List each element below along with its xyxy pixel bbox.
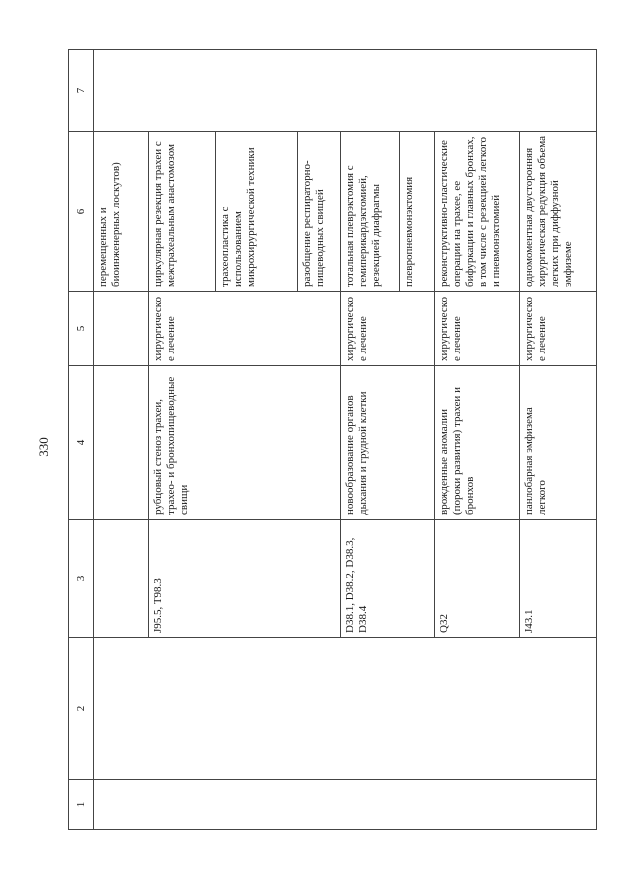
column-header-2: 2 [69, 638, 94, 780]
table-row [94, 50, 149, 830]
cell-icd-code: J95.5, T98.3 [149, 520, 341, 638]
cell-method: одномоментная двусторонняя хирургическая редукция объема легких при диффузной эмфиземе [520, 132, 597, 292]
cell-diagnosis: новообразование органов дыхания и грудной клетки [341, 366, 435, 520]
cell-method: реконструктивно-пластические операции на трахее, ее бифуркации и главных бронхах, в том числе с резекцией легкого и пневмонэктомией [435, 132, 520, 292]
column-header-4: 4 [69, 366, 94, 520]
cell-col1 [94, 780, 597, 830]
cell-icd-code [94, 520, 149, 638]
cell-treatment-type: хирургическое лечение [520, 292, 597, 366]
column-header-3: 3 [69, 520, 94, 638]
page-number: 330 [36, 437, 51, 457]
cell-method: тотальная плеврэктомия с гемиперикардэктомией, резекцией диафрагмы [341, 132, 400, 292]
cell-icd-code: Q32 [435, 520, 520, 638]
cell-treatment-type: хирургическое лечение [341, 292, 435, 366]
procedures-table [68, 49, 597, 830]
cell-col7 [94, 50, 597, 132]
column-header-1: 1 [69, 780, 94, 830]
header-row [69, 50, 94, 830]
cell-diagnosis: панлобарная эмфизема легкого [520, 366, 597, 520]
cell-diagnosis: рубцовый стеноз трахеи, трахео- и бронхопищеводные свищи [149, 366, 341, 520]
cell-method: разобщение респираторно-пищеводных свищей [298, 132, 341, 292]
column-header-5: 5 [69, 292, 94, 366]
cell-treatment-type: хирургическое лечение [149, 292, 341, 366]
cell-diagnosis [94, 366, 149, 520]
cell-treatment-type [94, 292, 149, 366]
cell-icd-code: J43.1 [520, 520, 597, 638]
cell-diagnosis: врожденные аномалии (пороки развития) трахеи и бронхов [435, 366, 520, 520]
cell-treatment-type: хирургическое лечение [435, 292, 520, 366]
rotated-table-container [68, 50, 574, 830]
cell-method: трахеопластика с использованием микрохирургической техники [216, 132, 298, 292]
cell-method: перемещенных и биоинженерных лоскутов) [94, 132, 149, 292]
column-header-6: 6 [69, 132, 94, 292]
cell-col2 [94, 638, 597, 780]
cell-method: плевропневмонэктомия [400, 132, 435, 292]
cell-method: циркулярная резекция трахеи с межтрахеальным анастомозом [149, 132, 216, 292]
column-header-7: 7 [69, 50, 94, 132]
cell-icd-code: D38.1, D38.2, D38.3, D38.4 [341, 520, 435, 638]
